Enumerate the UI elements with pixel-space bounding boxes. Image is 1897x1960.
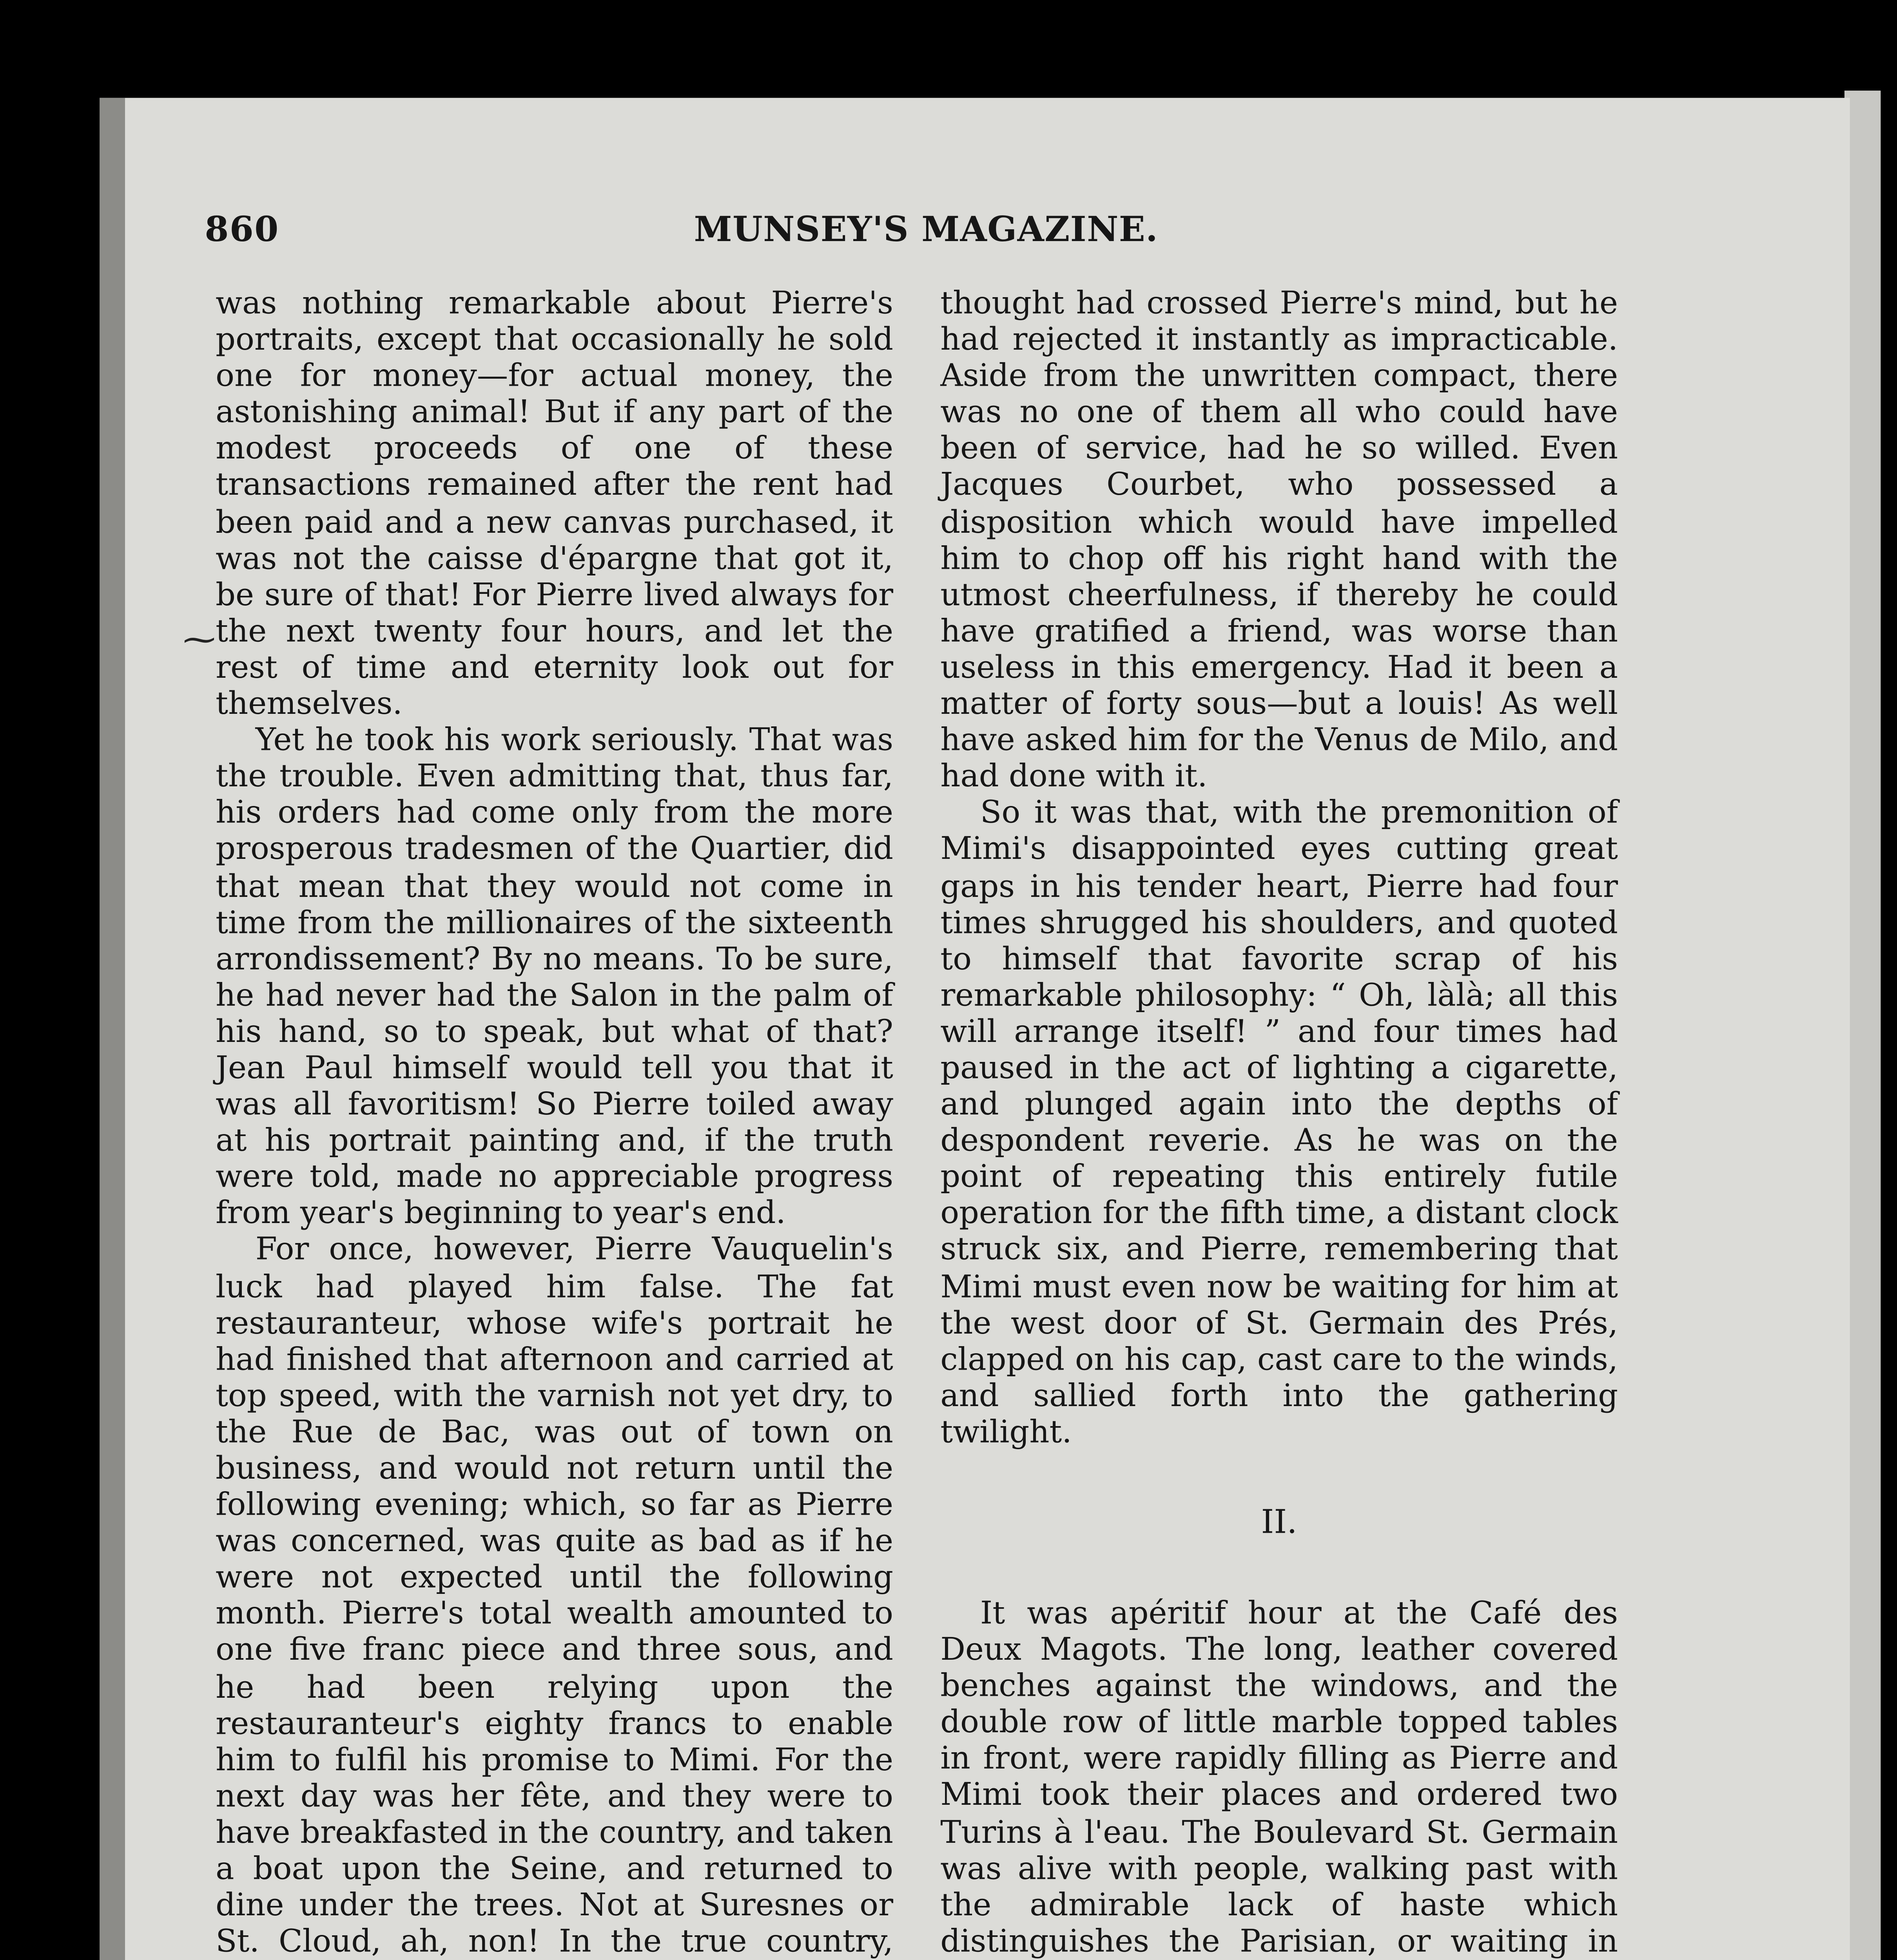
paragraph: It was apéritif hour at the Café des Deux Magots. The long, leather covered benches against the windows, and the double row of little marble topped tables in front, were rapidly filling as Pierre and Mimi took their places and ordered two Turins à l'eau. The Boulevard St. Germain was alive with people, walking past with the admirable lack of haste which distinguishes the Parisian, or waiting in <box>940 1596 1618 1960</box>
right-column <box>940 286 1618 1960</box>
magazine-title: MUNSEY'S MAGAZINE. <box>694 210 1159 250</box>
paragraph: So it was that, with the premonition of Mimi's disappointed eyes cutting great gaps in his tender heart, Pierre had four times shrugged his shoulders, and quoted to himself that favorite scrap of his remarkable philosophy: “ Oh, làlà; all this will arrange itself! ” and four times had paused in the act of lighting a cigarette, and plunged again into the depths of despondent reverie. As he was on the point of repeating this entirely futile operation for the fifth time, a distant clock struck six, and Pierre, remembering that Mimi must even now be waiting for him at the west door of St. Germain des Prés, clapped on his cap, cast care to the winds, and sallied forth into the gathering twilight. <box>940 796 1618 1452</box>
paragraph-continued: was nothing remarkable about Pierre's portraits, except that occasionally he sold one for money—for actual money, the astonishing animal! But if any part of the modest proceeds of one of these transactions remained after the rent had been paid and a new canvas purchased, it was not the caisse d'épargne that got it, be sure of that! For Pierre lived always for the next twenty four hours, and let the rest of time and eternity look out for themselves. <box>216 286 894 723</box>
paragraph: Yet he took his work seriously. That was the trouble. Even admitting that, thus far, his orders had come only from the more prosperous tradesmen of the Quartier, did that mean that they would not come in time from the millionaires of the sixteenth arrondissement? By no means. To be sure, he had never had the Salon in the palm of his hand, so to speak, but what of that? Jean Paul himself would tell you that it was all favoritism! So Pierre toiled away at his portrait painting and, if the truth were told, made no appreciable progress from year's beginning to year's end. <box>216 723 894 1233</box>
running-header <box>205 203 1638 258</box>
margin-pencil-mark: ⁓ <box>183 621 216 660</box>
left-column <box>216 286 893 1960</box>
paragraph-continued: thought had crossed Pierre's mind, but he had rejected it instantly as impracticable. Aside from the unwritten compact, there was no one of them all who could have been of service, had he so willed. Even Jacques Courbet, who possessed a disposition which would have impelled him to chop off his right hand with the utmost cheerfulness, if thereby he could have gratified a friend, was worse than useless in this emergency. Had it been a matter of forty sous—but a louis! As well have asked him for the Venus de Milo, and had done with it. <box>940 286 1618 796</box>
section-heading: II. <box>1261 1504 1297 1542</box>
paragraph: For once, however, Pierre Vauquelin's luck had played him false. The fat restauranteur, whose wife's portrait he had finished that afternoon and carried at top speed, with the varnish not yet dry, to the Rue de Bac, was out of town on business, and would not return until the following evening; which, so far as Pierre was concerned, was quite as bad as if he were not expected until the following month. Pierre's total wealth amounted to one five franc piece and three sous, and he had been relying upon the restauranteur's eighty francs to enable him to fulfil his promise to Mimi. For the next day was her fête, and they were to have breakfasted in the country, and taken a boat upon the Seine, and returned to dine under the trees. Not at Suresnes or St. Cloud, ah, non! In the true country, <box>216 1233 894 1960</box>
page-number: 860 <box>205 210 279 250</box>
